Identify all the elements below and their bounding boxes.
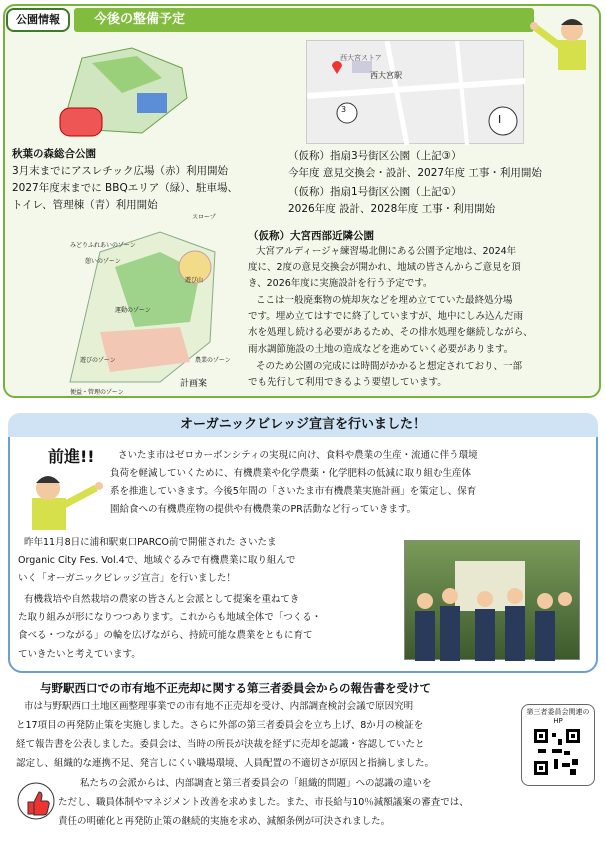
omiya-line-1: 大宮アルディージャ練習場北側にある公園予定地は、2024年 [256, 246, 517, 257]
organic-p2-line-7: ていきたいと考えています。 [18, 649, 141, 660]
plan-zone-agri: 農業のゾーン [195, 357, 231, 364]
plan-caption: 計画案 [180, 379, 208, 389]
plan-zone-green: みどりふれあいのゾーン [70, 242, 136, 249]
map-station-label: 西大宮駅 [370, 71, 402, 80]
organic-heading: オーガニックビレッジ宣言を行いました！ [8, 413, 598, 437]
exclaim-text: 前進!! [48, 447, 95, 466]
organic-p2-line-5: た取り組みが形になりつつあります。これからも地域全体で「つくる・ [18, 612, 322, 623]
report-line-4: 認定し、組織的な連携不足、発言しにくい職場環境、人員配置の不適切さが原因と指摘しました。 [16, 758, 435, 769]
qr-label: 第三者委員会関連のHP [526, 708, 590, 725]
plan-zone-slope: スロープ [192, 214, 216, 221]
organic-p1-line-3: 系を推進していきます。今後5年間の「さいたま市有機農業実施計画」を策定し、保育 [110, 486, 477, 497]
report-line-2: と17項目の再発防止策を実施しました。さらに外部の第三者委員会を立ち上げ、8か月の検証を [16, 720, 424, 731]
omiya-line-8: そのため公園の完成には時間がかかると想定されており、一部 [256, 361, 523, 372]
section-heading: 今後の整備予定 [74, 8, 534, 32]
omiya-line-7: 雨水調節施設の土地の造成などを進めていく必要があります。 [248, 344, 514, 355]
event-group-photo [404, 540, 580, 660]
section-tag: 公園情報 [6, 8, 70, 32]
street-line-4: 2026年度 設計、2028年度 工事・利用開始 [288, 203, 496, 215]
report-line-1: 市は与野駅西口土地区画整理事業での市有地不正売却を受け、内部調査検討会議で原因究明 [24, 701, 414, 712]
omiya-title: （仮称）大宮西部近隣公園 [248, 230, 374, 242]
omiya-line-3: き、2026年度に実施設計を行う予定です。 [248, 278, 433, 289]
plan-zone-play: 遊びのゾーン [80, 357, 116, 364]
report-line-5: 私たちの会派からは、内部調査と第三者委員会の「組織的問題」への認識の違いを [80, 778, 432, 789]
plan-zone-sports: 運動のゾーン [115, 307, 151, 314]
plan-zone-rest: 憩いのゾーン [85, 258, 121, 265]
organic-p2-line-2: Organic City Fes. Vol.4で、地域ぐるみで有機農業に取り組んで [18, 555, 296, 566]
street-line-1: （仮称）指扇3号街区公園（上記③） [288, 150, 462, 162]
akiba-line-1: 3月末までにアスレチック広場（赤）利用開始 [12, 165, 228, 177]
organic-p1-line-1: さいたま市はゼロカーボンシティの実現に向け、食料や農業の生産・流通に伴う環境 [118, 450, 478, 461]
qr-code[interactable] [534, 729, 580, 775]
street-line-3: （仮称）指扇1号街区公園（上記①） [288, 186, 462, 198]
person-pointing-illustration [528, 8, 602, 70]
omiya-line-6: 水を処理し続ける必要があるため、その排水処理を継続しながら、 [248, 327, 533, 338]
akiba-line-2: 2027年度末までに BBQエリア（緑）、駐車場、 [12, 182, 238, 194]
map-store-label: 西大宮ストア [340, 54, 382, 62]
akiba-title: 秋葉の森総合公園 [12, 148, 96, 160]
omiya-line-2: 度に、2度の意見交換会が開かれ、地域の皆さんからご意見を頂 [248, 262, 521, 273]
akiba-line-3: トイレ、管理棟（青）利用開始 [12, 199, 158, 211]
organic-p2-line-1: 昨年11月8日に浦和駅東口PARCO前で開催された さいたま [24, 537, 277, 548]
organic-p2-line-3: いく「オーガニックビレッジ宣言」を行いました！ [18, 573, 236, 584]
street-line-2: 今年度 意見交換会・設計、2027年度 工事・利用開始 [288, 167, 542, 179]
akiba-park-map [42, 38, 192, 143]
map-marker-3: 3 [341, 105, 347, 114]
organic-p2-line-4: 有機栽培や自然栽培の農家の皆さんと会派として提案を重ねてき [24, 594, 300, 605]
thumbs-up-icon [16, 780, 56, 822]
omiya-line-9: でも先行して利用できるよう要望しています。 [248, 377, 447, 388]
street-map [306, 40, 524, 144]
report-line-6: ただし、職員体制やマネジメント改善を求めました。また、市長給与10％減額議案の審査では、 [58, 797, 469, 808]
report-title: 与野駅西口での市有地不正売却に関する第三者委員会からの報告書を受けて [40, 681, 431, 695]
organic-p1-line-2: 負荷を軽減していくために、有機農業や化学農薬・化学肥料の低減に取り組む生産体 [110, 468, 472, 479]
map-marker-1: Ⅰ [498, 113, 502, 126]
plan-zone-hill: 遊び山 [185, 277, 204, 284]
report-line-7: 責任の明確化と再発防止策の継続的実施を求め、減額条例が可決されました。 [58, 816, 391, 827]
report-line-3: 経て報告書を公表しました。委員会は、当時の所長が決裁を経ずに売却を認識・容認していたと [16, 739, 425, 750]
omiya-line-4: ここは一般廃棄物の焼却灰などを埋め立てていた最終処分場 [256, 295, 513, 306]
organic-p2-line-6: 食べる・つながる」の輪を広げながら、持続可能な農業をともに育て [18, 630, 313, 641]
omiya-line-5: です。埋め立てはすでに終了していますが、地中にしみ込んだ雨 [248, 311, 524, 322]
organic-p1-line-4: 園給食への有機農産物の提供や有機農業のPR活動など行っていきます。 [110, 504, 417, 515]
person-pointing-illustration-2 [26, 470, 108, 530]
plan-zone-mgmt: 便益・管理のゾーン [70, 389, 124, 396]
